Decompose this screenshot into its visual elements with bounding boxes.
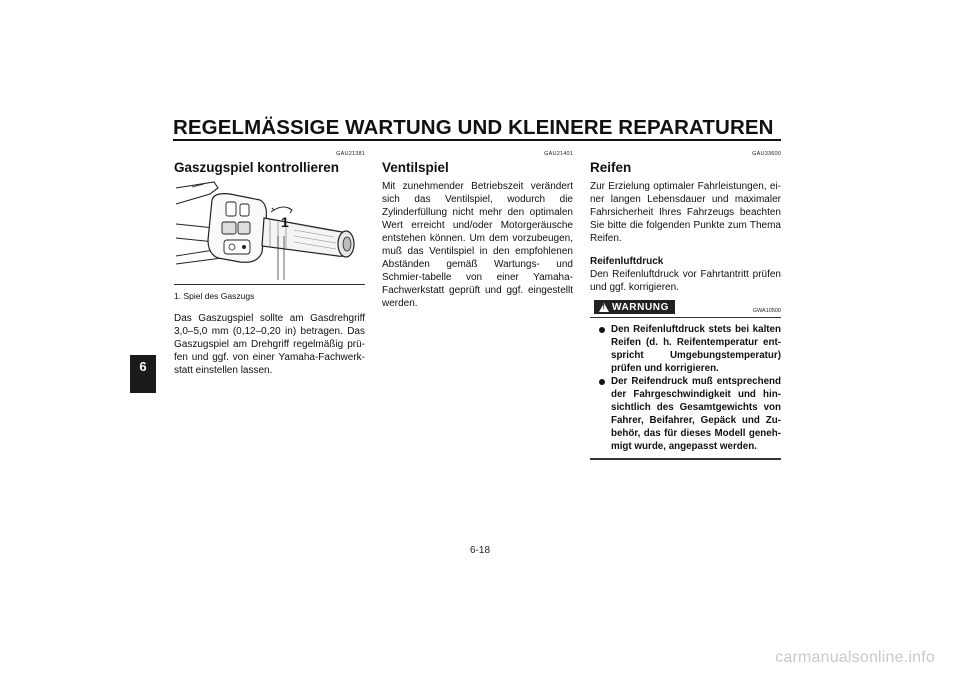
figure-label-1: 1 <box>281 214 289 230</box>
chapter-tab: 6 <box>130 355 156 393</box>
title-rule <box>173 139 781 141</box>
column-valve <box>382 150 573 310</box>
section-heading-throttle: Gaszugspiel kontrollieren <box>174 160 340 175</box>
watermark-text: carmanualsonline.info <box>775 649 935 666</box>
column-throttle <box>174 150 365 377</box>
warning-badge <box>594 300 675 314</box>
section-code: GAU21381 <box>336 151 365 157</box>
figure-caption: 1. Spiel des Gaszugs <box>174 291 255 301</box>
section-code: GAU21401 <box>544 151 573 157</box>
section-code: GAU33600 <box>752 151 781 157</box>
section-heading-valve: Ventilspiel <box>382 160 449 175</box>
valve-body-text: Mit zunehmender Betriebszeit verändert sich das Ventilspiel, wodurch die Zylinderfüllung nicht mehr den optimalen Wert erreicht und/oder Motorgeräusche entstehen können. Um dem vorzubeugen, muß das Ventilspiel in den empfohlenen Abständen gemäß Wartungs- und Schmier-tabelle von einer Yamaha-Fachwerkstatt geprüft und ggf. eingestellt werden. <box>382 181 573 309</box>
warning-end-rule <box>590 458 781 460</box>
tire-pressure-text: Den Reifenluftdruck vor Fahrtantritt prüfen und ggf. korrigieren. <box>590 269 781 293</box>
page-title: REGELMÄSSIGE WARTUNG UND KLEINERE REPARATUREN <box>173 116 774 139</box>
warning-label: WARNUNG <box>612 301 669 313</box>
subheading-tire-pressure: Reifenluftdruck <box>590 256 664 267</box>
column-tires <box>590 150 781 460</box>
warning-item: Den Reifenluftdruck stets bei kalten Reifen (d. h. Reifentemperatur ent-spricht Umgebungstemperatur) prüfen und korrigieren. <box>590 323 781 375</box>
warning-header <box>590 300 781 314</box>
warning-code: GWA10500 <box>752 308 781 314</box>
throttle-body-text: Das Gaszugspiel sollte am Gasdrehgriff 3,0–5,0 mm (0,12–0,20 in) betragen. Das Gaszugspiel am Drehgriff regelmäßig prü-fen und ggf. von einer Yamaha-Fachwerk-statt einstellen lassen. <box>174 313 365 376</box>
warning-item: Der Reifendruck muß entsprechend der Fahrgeschwindigkeit und hin-sichtlich des Gesamtgewichts von Fahrer, Beifahrer, Gepäck und Zu-behör, das für dieses Modell geneh-migt wurde, angepasst werden. <box>590 375 781 453</box>
page-number: 6-18 <box>469 545 490 556</box>
warning-rule <box>590 317 781 318</box>
tires-intro-text: Zur Erzielung optimaler Fahrleistungen, ei-ner langen Lebensdauer und maximaler Fahrsicherheit Ihres Fahrzeugs beachten Sie bitte die folgenden Punkte zum Thema Reifen. <box>590 181 781 244</box>
warning-list <box>590 323 781 453</box>
throttle-grip-figure <box>174 180 365 285</box>
handlebar-illustration <box>174 180 365 284</box>
warning-triangle-icon: ! <box>599 303 609 312</box>
section-heading-tires: Reifen <box>590 160 632 175</box>
